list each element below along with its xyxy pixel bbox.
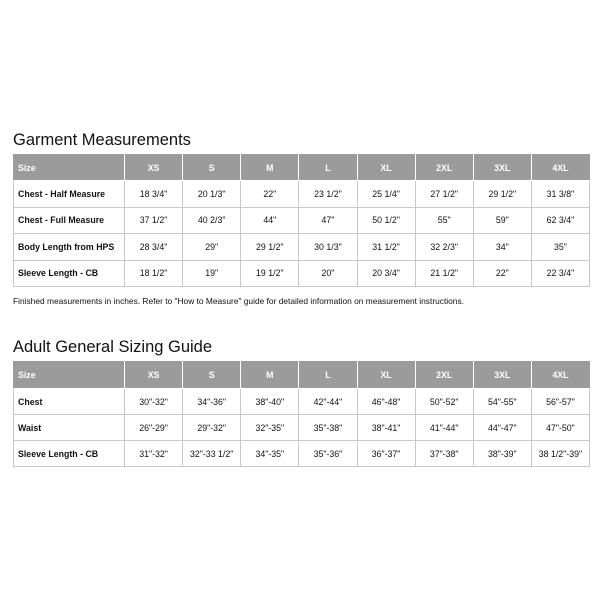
table-cell: 18 1/2" bbox=[125, 260, 183, 287]
table-row bbox=[14, 389, 590, 415]
table-cell: 22" bbox=[473, 260, 531, 287]
row-label: Body Length from HPS bbox=[14, 234, 125, 261]
table-cell: 50"-52" bbox=[415, 389, 473, 415]
sizing-guide-table bbox=[13, 361, 590, 467]
table-cell: 26"-29" bbox=[125, 415, 183, 441]
table-cell: 41"-44" bbox=[415, 415, 473, 441]
table-header-row bbox=[14, 155, 590, 181]
table-cell: 29 1/2" bbox=[473, 181, 531, 208]
table-cell: 20 3/4" bbox=[357, 260, 415, 287]
header-cell-xl: XL bbox=[357, 155, 415, 181]
table-cell: 40 2/3" bbox=[183, 207, 241, 234]
header-cell-m: M bbox=[241, 155, 299, 181]
header-cell-2xl: 2XL bbox=[415, 362, 473, 389]
table-cell: 47" bbox=[299, 207, 357, 234]
header-cell-xs: XS bbox=[125, 155, 183, 181]
table-cell: 38"-40" bbox=[241, 389, 299, 415]
table-row bbox=[14, 181, 590, 208]
header-cell-l: L bbox=[299, 362, 357, 389]
table-header-row bbox=[14, 362, 590, 389]
table-cell: 34"-35" bbox=[241, 441, 299, 467]
table-cell: 36"-37" bbox=[357, 441, 415, 467]
table-cell: 32"-35" bbox=[241, 415, 299, 441]
table-row bbox=[14, 234, 590, 261]
garment-measurements-title: Garment Measurements bbox=[13, 131, 191, 149]
garment-measurements-table bbox=[13, 154, 590, 287]
row-label: Chest - Full Measure bbox=[14, 207, 125, 234]
table-cell: 31 1/2" bbox=[357, 234, 415, 261]
table-cell: 46"-48" bbox=[357, 389, 415, 415]
table-cell: 22" bbox=[241, 181, 299, 208]
table-cell: 38 1/2"-39" bbox=[531, 441, 589, 467]
table-cell: 32 2/3" bbox=[415, 234, 473, 261]
table-cell: 29 1/2" bbox=[241, 234, 299, 261]
row-label: Waist bbox=[14, 415, 125, 441]
header-cell-4xl: 4XL bbox=[531, 155, 589, 181]
row-label: Sleeve Length - CB bbox=[14, 441, 125, 467]
table-cell: 50 1/2" bbox=[357, 207, 415, 234]
row-label: Sleeve Length - CB bbox=[14, 260, 125, 287]
table-cell: 35"-38" bbox=[299, 415, 357, 441]
table-cell: 59" bbox=[473, 207, 531, 234]
table-cell: 19" bbox=[183, 260, 241, 287]
table-cell: 28 3/4" bbox=[125, 234, 183, 261]
row-label: Chest - Half Measure bbox=[14, 181, 125, 208]
table-cell: 32"-33 1/2" bbox=[183, 441, 241, 467]
header-cell-3xl: 3XL bbox=[473, 362, 531, 389]
table-cell: 56"-57" bbox=[531, 389, 589, 415]
row-label: Chest bbox=[14, 389, 125, 415]
table-cell: 27 1/2" bbox=[415, 181, 473, 208]
table-cell: 30"-32" bbox=[125, 389, 183, 415]
table-cell: 55" bbox=[415, 207, 473, 234]
table-row bbox=[14, 207, 590, 234]
table-cell: 31"-32" bbox=[125, 441, 183, 467]
header-cell-4xl: 4XL bbox=[531, 362, 589, 389]
table-cell: 20" bbox=[299, 260, 357, 287]
header-cell-xs: XS bbox=[125, 362, 183, 389]
table-row bbox=[14, 260, 590, 287]
table-cell: 20 1/3" bbox=[183, 181, 241, 208]
sizing-guide-title: Adult General Sizing Guide bbox=[13, 338, 213, 356]
header-cell-s: S bbox=[183, 155, 241, 181]
table-cell: 47"-50" bbox=[531, 415, 589, 441]
table-cell: 54"-55" bbox=[473, 389, 531, 415]
table-cell: 37 1/2" bbox=[125, 207, 183, 234]
table-cell: 38"-41" bbox=[357, 415, 415, 441]
header-cell-xl: XL bbox=[357, 362, 415, 389]
header-cell-s: S bbox=[183, 362, 241, 389]
table-cell: 42"-44" bbox=[299, 389, 357, 415]
table-cell: 37"-38" bbox=[415, 441, 473, 467]
table-cell: 35" bbox=[531, 234, 589, 261]
table-cell: 44" bbox=[241, 207, 299, 234]
table-cell: 30 1/3" bbox=[299, 234, 357, 261]
table-cell: 23 1/2" bbox=[299, 181, 357, 208]
table-row bbox=[14, 415, 590, 441]
table-cell: 22 3/4" bbox=[531, 260, 589, 287]
table-cell: 29" bbox=[183, 234, 241, 261]
table-cell: 44"-47" bbox=[473, 415, 531, 441]
table-cell: 18 3/4" bbox=[125, 181, 183, 208]
header-cell-3xl: 3XL bbox=[473, 155, 531, 181]
measurements-note: Finished measurements in inches. Refer to "How to Measure" guide for detailed information on measurement instructions. bbox=[13, 296, 464, 306]
header-cell-size: Size bbox=[14, 362, 125, 389]
table-cell: 29"-32" bbox=[183, 415, 241, 441]
table-cell: 25 1/4" bbox=[357, 181, 415, 208]
table-cell: 31 3/8" bbox=[531, 181, 589, 208]
table-cell: 34"-36" bbox=[183, 389, 241, 415]
table-cell: 21 1/2" bbox=[415, 260, 473, 287]
header-cell-m: M bbox=[241, 362, 299, 389]
table-cell: 38"-39" bbox=[473, 441, 531, 467]
table-cell: 35"-36" bbox=[299, 441, 357, 467]
table-cell: 62 3/4" bbox=[531, 207, 589, 234]
header-cell-size: Size bbox=[14, 155, 125, 181]
table-cell: 34" bbox=[473, 234, 531, 261]
table-row bbox=[14, 441, 590, 467]
header-cell-2xl: 2XL bbox=[415, 155, 473, 181]
table-cell: 19 1/2" bbox=[241, 260, 299, 287]
header-cell-l: L bbox=[299, 155, 357, 181]
